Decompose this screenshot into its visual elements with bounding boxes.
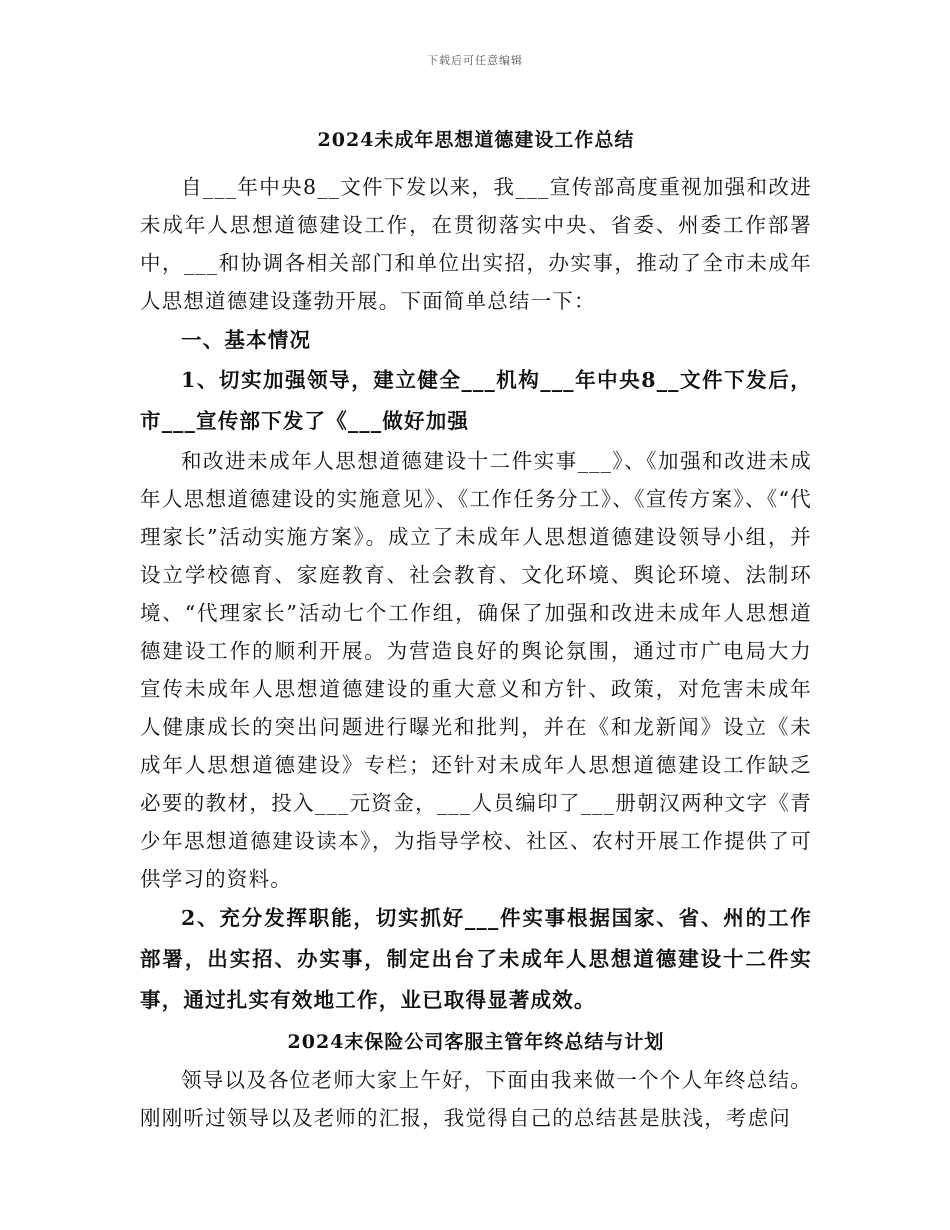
- subheading-strengthen-leadership: 1、切实加强领导，建立健全___机构___年中央8__文件下发后，市___宣传部下发了《___做好加强: [140, 368, 812, 433]
- second-document-title: 2024末保险公司客服主管年终总结与计划: [287, 1031, 665, 1053]
- section-heading-basic-situation: 一、基本情况: [181, 328, 312, 352]
- document-title: 2024未成年思想道德建设工作总结: [317, 129, 635, 151]
- document-body: [140, 120, 812, 1137]
- page-header-note: 下载后可任意编辑: [427, 54, 523, 67]
- second-intro-paragraph: 领导以及各位老师大家上午好，下面由我来做一个个人年终总结。刚刚听过领导以及老师的汇报，我觉得自己的总结甚是肤浅，考虑问: [140, 1068, 812, 1130]
- intro-paragraph: 自___年中央8__文件下发以来，我___宣传部高度重视加强和改进未成年人思想道德建设工作，在贯彻落实中央、省委、州委工作部署中，___和协调各相关部门和单位出实招，办实事，推动了全市未成年人思想道德建设蓬勃开展。下面简单总结一下：: [140, 175, 812, 313]
- body-paragraph-leadership: 和改进未成年人思想道德建设十二件实事___》、《加强和改进未成年人思想道德建设的实施意见》、《工作任务分工》、《宣传方案》、《“代理家长”活动实施方案》。成立了未成年人思想道德建设领导小组，并设立学校德育、家庭教育、社会教育、文化环境、舆论环境、法制环境、“代理家长”活动七个工作组，确保了加强和改进未成年人思想道德建设工作的顺利开展。为营造良好的舆论氛围，通过市广电局大力宣传未成年人思想道德建设的重大意义和方针、政策，对危害未成年人健康成长的突出问题进行曝光和批判，并在《和龙新闻》设立《未成年人思想道德建设》专栏；还针对未成年人思想道德建设工作缺乏必要的教材，投入___元资金，___人员编印了___册朝汉两种文字《青少年思想道德建设读本》，为指导学校、社区、农村开展工作提供了可供学习的资料。: [140, 449, 812, 891]
- subheading-perform-functions: 2、充分发挥职能，切实抓好___件实事根据国家、省、州的工作部署，出实招、办实事，制定出台了未成年人思想道德建设十二件实事，通过扎实有效地工作，业已取得显著成效。: [140, 906, 812, 1012]
